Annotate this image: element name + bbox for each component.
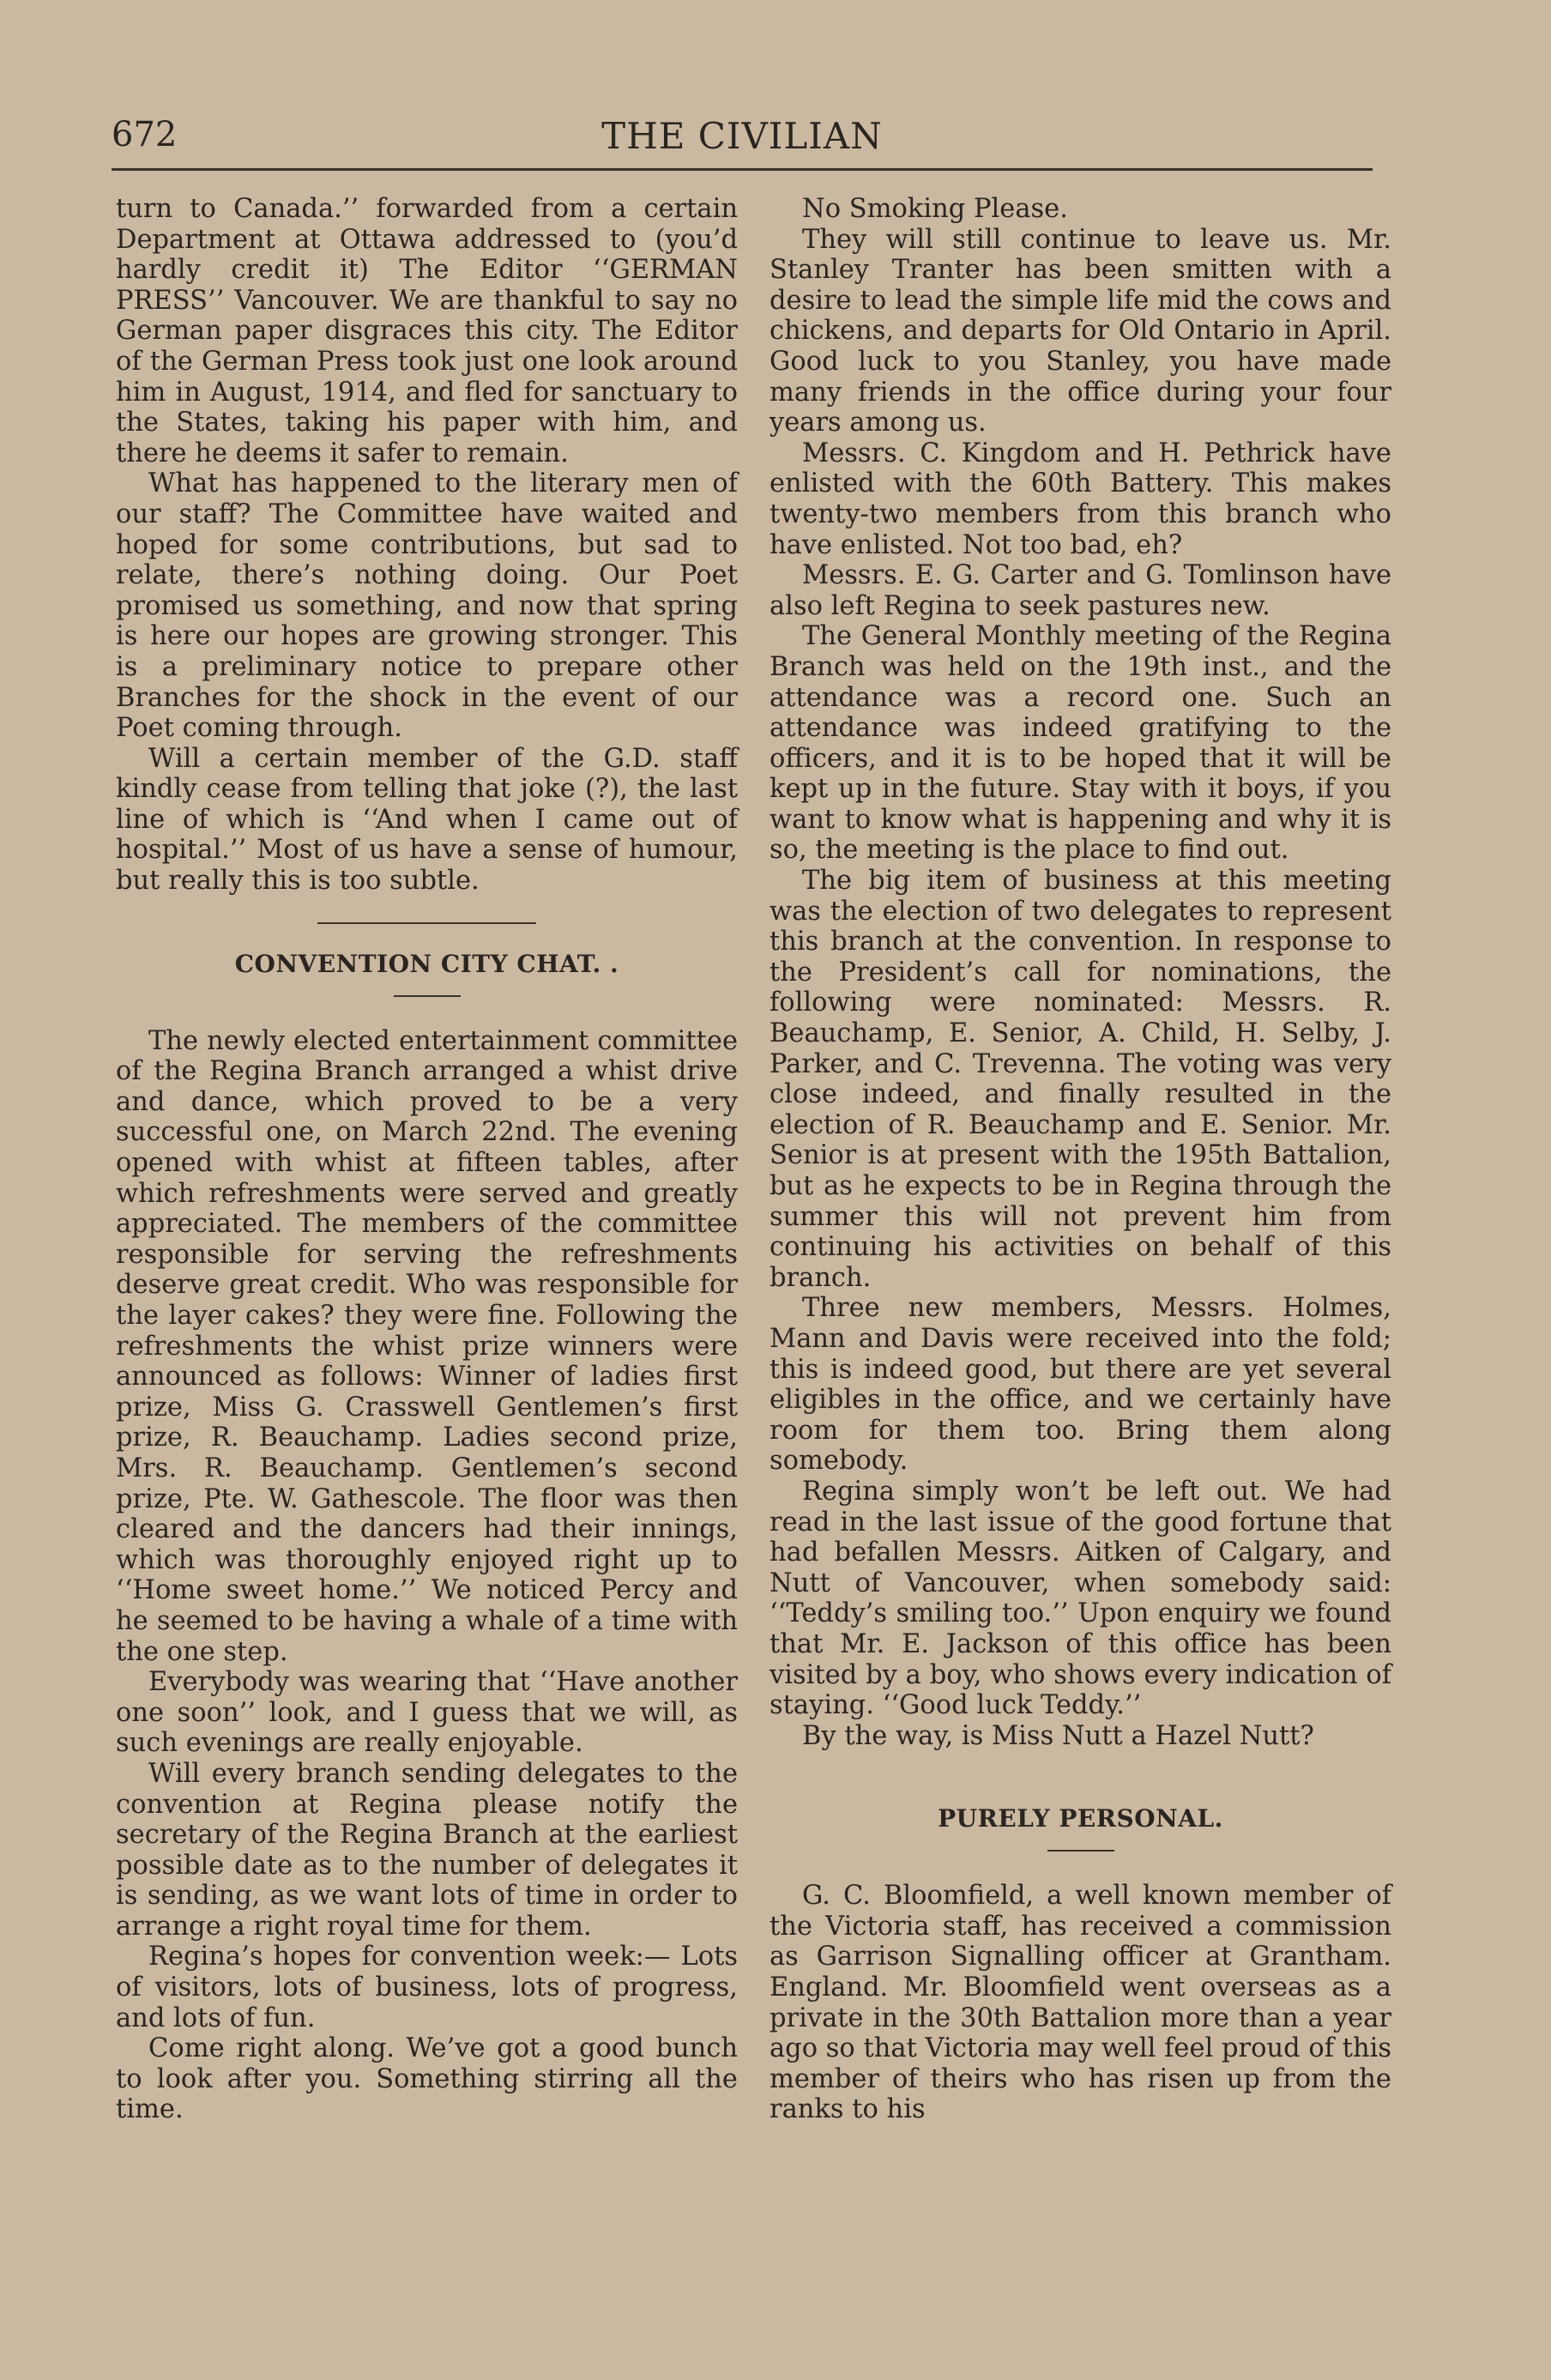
header-rule xyxy=(112,168,1373,171)
article-paragraph: Regina simply won’t be left out. We had read in the last issue of the good fortune that had befallen Messrs. Aitken of Calgary, and Nutt of Vancouver, when somebody said: ‘‘Teddy’s smiling too.’’ Upon enquiry we found that Mr. E. Jackson of this office has been visited by a boy, who shows every indication of staying. ‘‘Good luck Teddy.’’ xyxy=(769,1476,1391,1721)
article-paragraph: turn to Canada.’’ forwarded from a certain Department at Ottawa addressed to (you’d hardly credit it) The Editor ‘‘GERMAN PRESS’’ Vancouver. We are thankful to say no German paper disgraces this city. The Editor of the German Press took just one look around him in August, 1914, and fled for sanctuary to the States, taking his paper with him, and there he deems it safer to remain. xyxy=(116,194,738,468)
article-paragraph: Messrs. E. G. Carter and G. Tomlinson have also left Regina to seek pastures new. xyxy=(769,560,1391,621)
article-paragraph: By the way, is Miss Nutt a Hazel Nutt? xyxy=(802,1720,1314,1751)
article-paragraph: Will every branch sending delegates to the convention at Regina please notify the secretary of the Regina Branch at the earliest possible date as to the number of delegates it is sending, as we want lots of time in order to arrange a right royal time for them. xyxy=(116,1758,738,1942)
article-paragraph: Regina’s hopes for convention week:— Lots of visitors, lots of business, lots of progress, and lots of fun. xyxy=(116,1942,738,2033)
article-paragraph: The newly elected entertainment committee of the Regina Branch arranged a whist drive and dance, which proved to be a very successful one, on March 22nd. The evening opened with whist at fifteen tables, after which refreshments were served and greatly appreciated. The members of the committee responsible for serving the refreshments deserve great credit. Who was responsible for the layer cakes? they were fine. Following the refreshments the whist prize winners were announced as follows: Winner of ladies first prize, Miss G. Crasswell Gentlemen’s first prize, R. Beauchamp. Ladies second prize, Mrs. R. Beauchamp. Gentlemen’s second prize, Pte. W. Gathescole. The floor was then cleared and the dancers had their innings, which was thoroughly enjoyed right up to ‘‘Home sweet home.’’ We noticed Percy and he seemed to be having a whale of a time with the one step. xyxy=(116,1025,738,1667)
article-paragraph: Messrs. C. Kingdom and H. Pethrick have enlisted with the 60th Battery. This makes twenty-two members from this branch who have enlisted. Not too bad, eh? xyxy=(769,438,1391,560)
section-heading: PURELY PERSONAL. xyxy=(938,1804,1223,1833)
page-header xyxy=(112,112,1373,163)
article-paragraph: The big item of business at this meeting was the election of two delegates to represent this branch at the convention. In response to the President’s call for nominations, the following were nominated: Messrs. R. Beauchamp, E. Senior, A. Child, H. Selby, J. Parker, and C. Trevenna. The voting was very close indeed, and finally resulted in the election of R. Beauchamp and E. Senior. Mr. Senior is at present with the 195th Battalion, but as he expects to be in Regina through the summer this will not prevent him from continuing his activities on behalf of this branch. xyxy=(769,866,1391,1293)
article-paragraph: Everybody was wearing that ‘‘Have another one soon’’ look, and I guess that we will, as such evenings are really enjoyable. xyxy=(116,1667,738,1759)
article-paragraph: Come right along. We’ve got a good bunch to look after you. Something stirring all the time. xyxy=(116,2033,738,2125)
left-column xyxy=(116,194,738,2125)
article-paragraph: No Smoking Please. xyxy=(802,194,1068,224)
article-paragraph: G. C. Bloomfield, a well known member of the Victoria staff, has received a commission as Garrison Signalling officer at Grantham. England. Mr. Bloomfield went overseas as a private in the 30th Battalion more than a year ago so that Victoria may well feel proud of this member of theirs who has risen up from the ranks to his xyxy=(769,1881,1391,2125)
section-divider xyxy=(317,922,536,924)
heading-underline xyxy=(1047,1850,1114,1851)
article-paragraph: Three new members, Messrs. Holmes, Mann and Davis were received into the fold; this is indeed good, but there are yet several eligibles in the office, and we certainly have room for them too. Bring them along somebody. xyxy=(769,1293,1391,1477)
journal-title: THE CIVILIAN xyxy=(601,115,883,157)
page-number: 672 xyxy=(112,115,178,154)
heading-underline xyxy=(394,995,461,997)
article-paragraph: They will still continue to leave us. Mr. Stanley Tranter has been smitten with a desire to lead the simple life mid the cows and chickens, and departs for Old Ontario in April. Good luck to you Stanley, you have made many friends in the office during your four years among us. xyxy=(769,224,1391,438)
article-paragraph: Will a certain member of the G.D. staff kindly cease from telling that joke (?), the last line of which is ‘‘And when I came out of hospital.’’ Most of us have a sense of humour, but really this is too subtle. xyxy=(116,743,738,897)
article-paragraph: What has happened to the literary men of our staff? The Committee have waited and hoped for some contributions, but sad to relate, there’s nothing doing. Our Poet promised us something, and now that spring is here our hopes are growing stronger. This is a preliminary notice to prepare other Branches for the shock in the event of our Poet coming through. xyxy=(116,468,738,744)
section-spacer xyxy=(769,1751,1391,1804)
article-paragraph: The General Monthly meeting of the Regina Branch was held on the 19th inst., and the attendance was a record one. Such an attendance was indeed gratifying to the officers, and it is to be hoped that it will be kept up in the future. Stay with it boys, if you want to know what is happening and why it is so, the meeting is the place to find out. xyxy=(769,621,1391,866)
right-column xyxy=(769,194,1391,2125)
section-heading: CONVENTION CITY CHAT. . xyxy=(234,949,619,978)
